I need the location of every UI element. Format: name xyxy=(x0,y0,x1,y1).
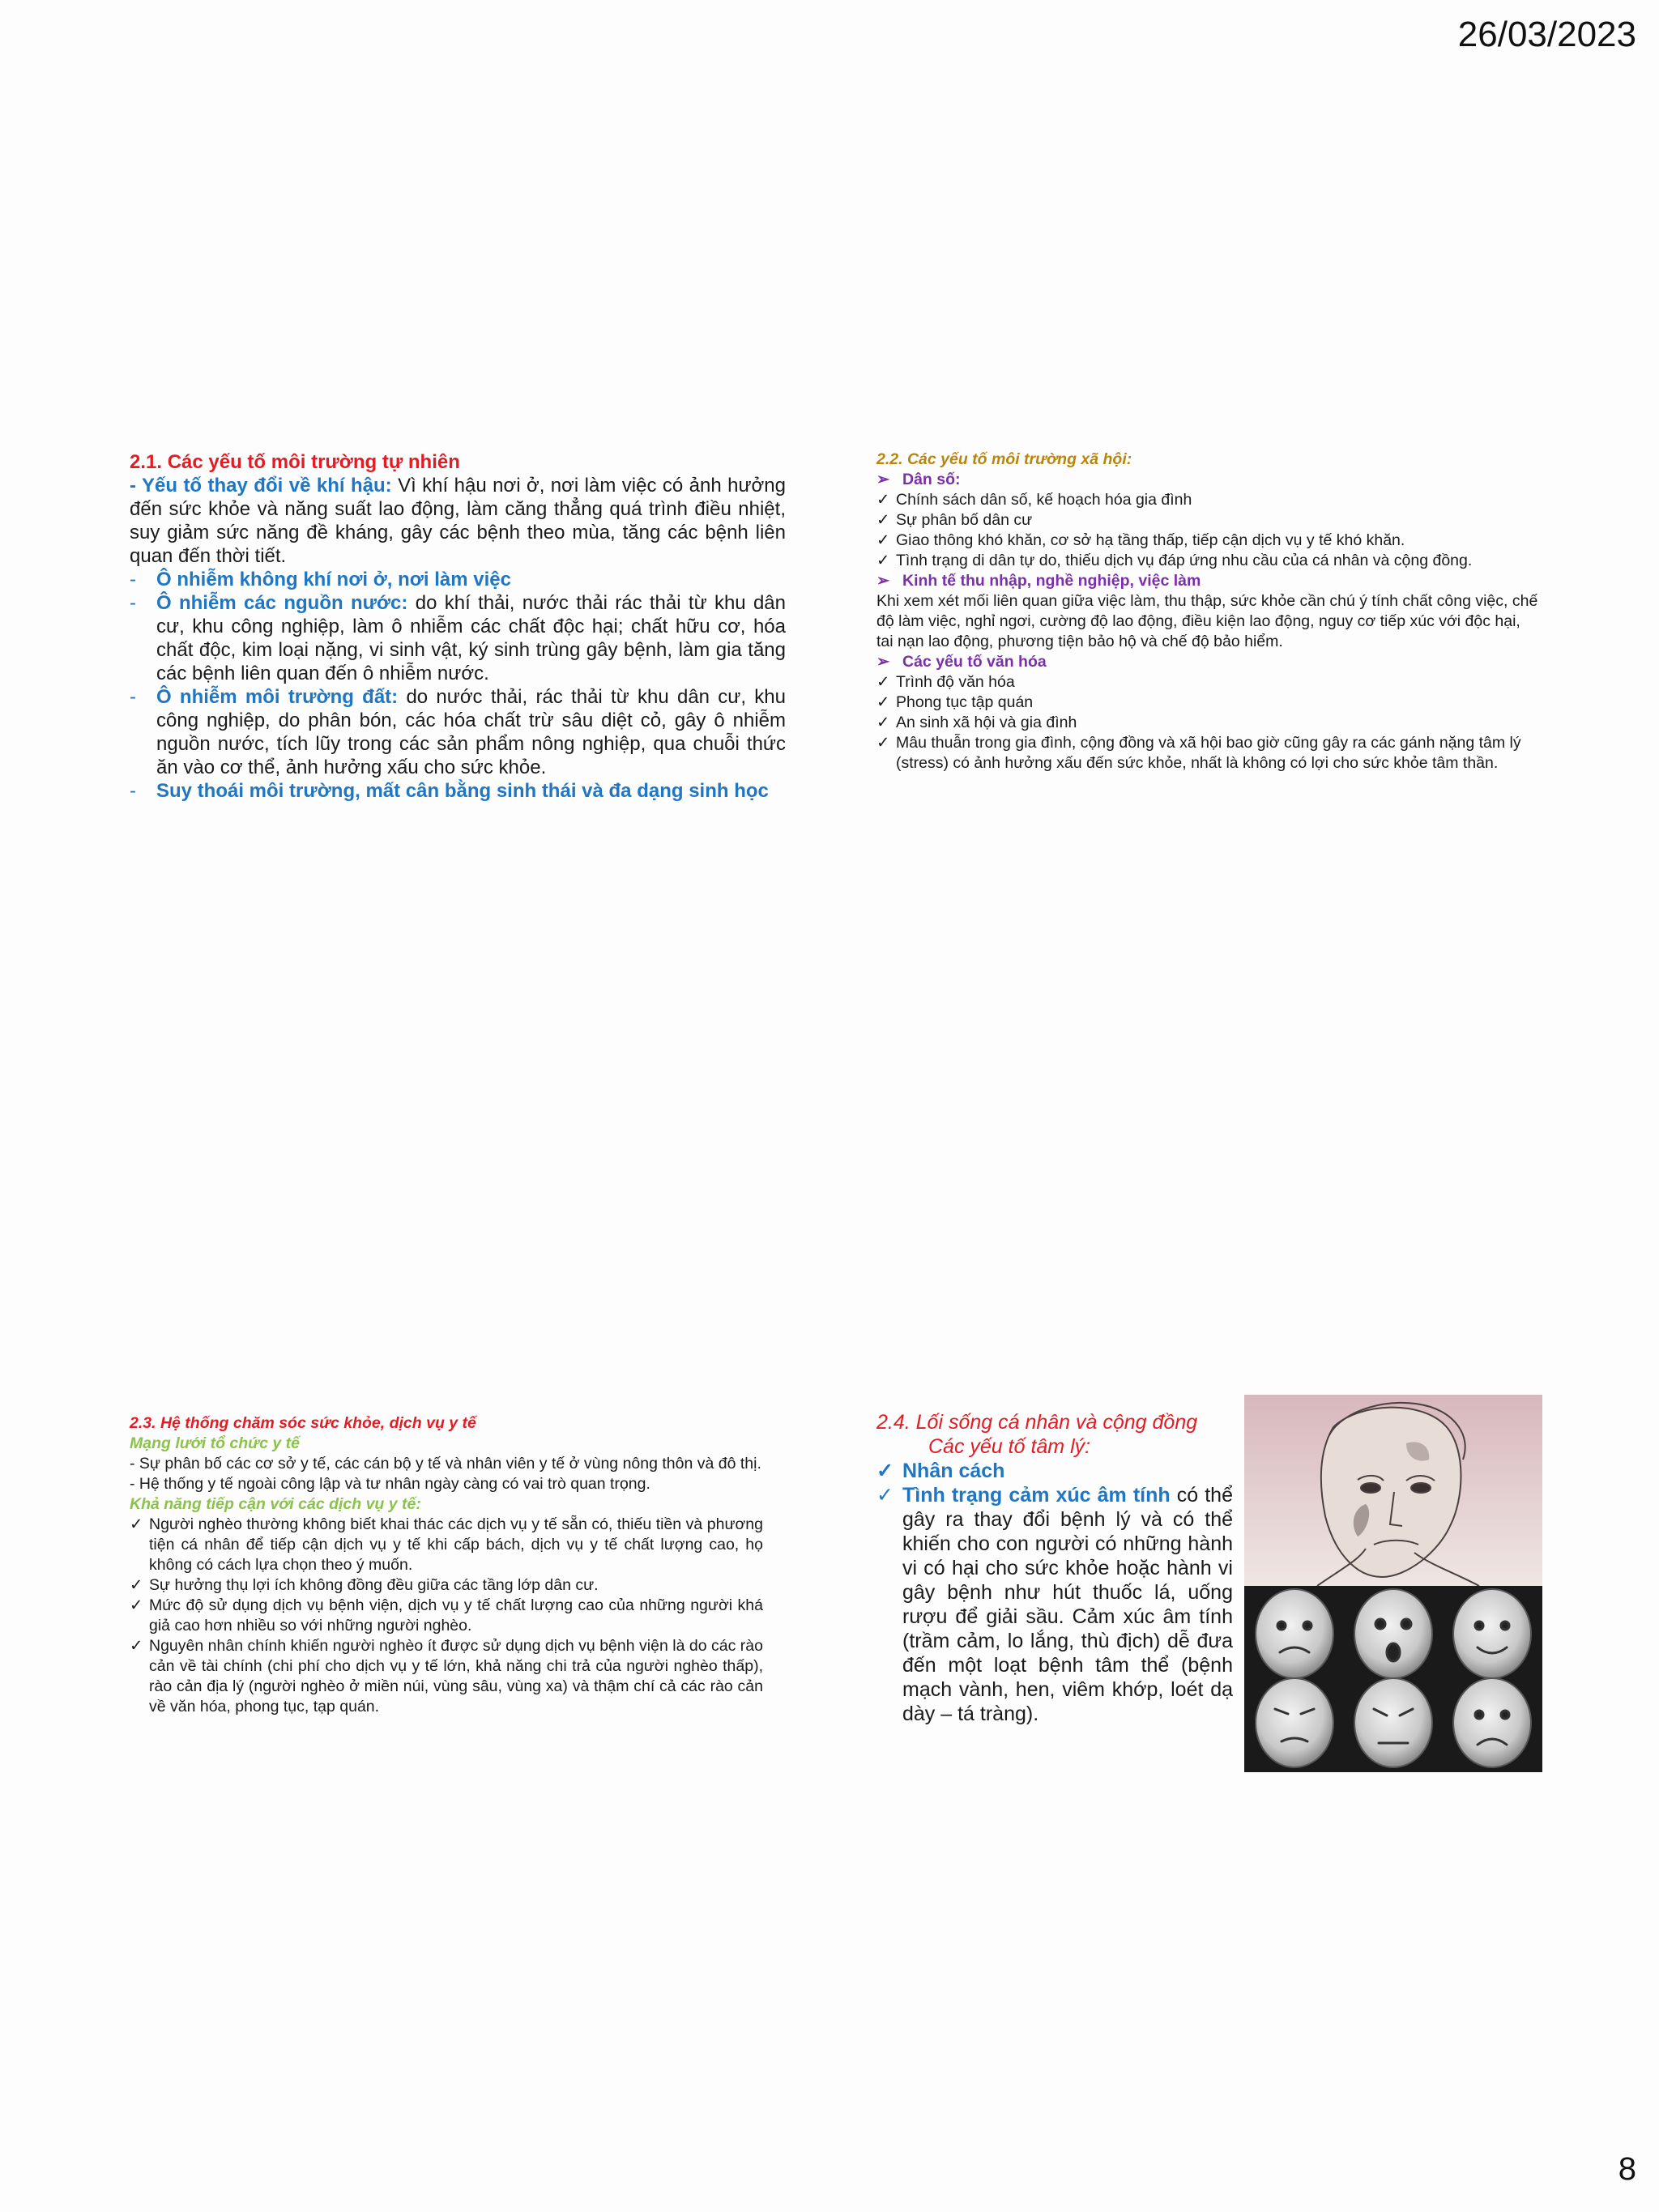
list-item xyxy=(876,1483,1233,1726)
emotion-faces-illustration xyxy=(1244,1395,1542,1772)
arrow-bullet-icon: ➢ xyxy=(876,572,890,590)
list-item xyxy=(876,713,1541,733)
check-icon: ✓ xyxy=(876,673,890,691)
item-label: Tình trạng cảm xúc âm tính xyxy=(902,1484,1171,1507)
item-text: Chính sách dân số, kế hoạch hóa gia đình xyxy=(896,491,1192,509)
check-icon: ✓ xyxy=(876,531,890,549)
slide-title: 2.3. Hệ thống chăm sóc sức khỏe, dịch vụ y tế xyxy=(130,1414,476,1432)
slide-lifestyle xyxy=(876,1410,1233,1726)
list-item xyxy=(130,685,786,779)
item-text: Sự phân bố dân cư xyxy=(896,511,1033,529)
item-text: Mâu thuẫn trong gia đình, cộng đồng và xã hội bao giờ cũng gây ra các gánh nặng tâm lý (stress) có ảnh hưởng xấu đến sức khỏe, nhất là không có lợi cho sức khỏe tâm thần. xyxy=(896,734,1521,772)
list-item xyxy=(130,1636,763,1717)
section-label: Các yếu tố văn hóa xyxy=(902,653,1047,671)
item-text: Tình trạng di dân tự do, thiếu dịch vụ đáp ứng nhu cầu của cá nhân và cộng đồng. xyxy=(896,552,1473,569)
check-icon: ✓ xyxy=(130,1515,143,1533)
masks-grid xyxy=(1256,1589,1531,1767)
item-text: Người nghèo thường không biết khai thác các dịch vụ y tế sẵn có, thiếu tiền và phương tiện cá nhân để tiếp cận dịch vụ y tế khi cấp bách, dịch vụ y tế chất lượng cao, họ không có cách lựa chọn theo ý muốn. xyxy=(149,1515,763,1574)
list-item xyxy=(876,693,1541,713)
list-item xyxy=(130,1515,763,1575)
item-text: Trình độ văn hóa xyxy=(896,673,1015,691)
check-icon: ✓ xyxy=(876,491,890,509)
list-item xyxy=(876,490,1541,510)
item-label: Suy thoái môi trường, mất cân bằng sinh thái và đa dạng sinh học xyxy=(156,780,769,802)
subheading: Khả năng tiếp cận với các dịch vụ y tế: xyxy=(130,1495,421,1513)
item-label: Ô nhiễm không khí nơi ở, nơi làm việc xyxy=(156,569,511,590)
list-item xyxy=(130,1575,763,1596)
slide-title: 2.2. Các yếu tố môi trường xã hội: xyxy=(876,450,1132,468)
climate-paragraph xyxy=(130,474,786,568)
dash-marker: - xyxy=(130,592,136,614)
check-icon: ✓ xyxy=(876,1460,893,1482)
subheading: Mạng lưới tổ chức y tế xyxy=(130,1434,300,1452)
slide-social-environment xyxy=(876,450,1541,774)
list-item xyxy=(130,568,786,591)
list-item xyxy=(876,510,1541,531)
item-text: do khí thải, nước thải rác thải từ khu dân cư, khu công nghiệp, làm ô nhiễm các chất độc hại; chất hữu cơ, hóa chất độc, kim loại nặng, vi sinh vật, ký sinh trùng gây bệnh, làm gia tăng các bệnh liên quan đến ô nhiễm nước. xyxy=(156,592,786,684)
item-text: An sinh xã hội và gia đình xyxy=(896,714,1077,731)
check-icon: ✓ xyxy=(876,693,890,711)
arrow-bullet-icon: ➢ xyxy=(876,653,890,671)
dash-marker: - xyxy=(130,569,136,590)
item-text: Phong tục tập quán xyxy=(896,693,1034,711)
slide-title: 2.4. Lối sống cá nhân và cộng đồng xyxy=(876,1411,1198,1434)
check-icon: ✓ xyxy=(130,1576,143,1594)
section-heading xyxy=(876,470,1541,490)
climate-label: - Yếu tố thay đổi về khí hậu: xyxy=(130,475,392,497)
list-item xyxy=(876,531,1541,551)
list-item xyxy=(876,733,1541,774)
climate-text: Vì khí hậu nơi ở, nơi làm việc có ảnh hưởng đến sức khỏe và năng suất lao động, làm căng thẳng quá trình điều nhiệt, suy giảm sức năng đề kháng, gây các bệnh theo mùa, tăng các bệnh liên quan đến thời tiết. xyxy=(130,475,786,567)
item-text: có thể gây ra thay đổi bệnh lý và có thể khiến cho con người có những hành vi có hại cho sức khỏe hoặc hành vi gây bệnh như hút thuốc lá, uống rượu để giải sầu. Cảm xúc âm tính (trầm cảm, lo lắng, thù địch) dễ đưa đến một loạt bệnh tâm thể (bệnh mạch vành, hen, viêm khớp, loét dạ dày – tá tràng). xyxy=(902,1484,1233,1725)
check-icon: ✓ xyxy=(876,714,890,731)
check-icon: ✓ xyxy=(876,552,890,569)
item-label: Ô nhiễm các nguồn nước: xyxy=(156,592,408,614)
item-text: Sự hưởng thụ lợi ích không đồng đều giữa các tầng lớp dân cư. xyxy=(149,1576,599,1594)
item-label: Ô nhiễm môi trường đất: xyxy=(156,686,399,708)
section-label: Dân số: xyxy=(902,471,961,488)
check-icon: ✓ xyxy=(876,1484,893,1507)
dash-marker: - xyxy=(130,686,136,708)
paragraph: - Sự phân bố các cơ sở y tế, các cán bộ y tế và nhân viên y tế ở vùng nông thôn và đô thị. xyxy=(130,1455,761,1473)
slide-subtitle: Các yếu tố tâm lý: xyxy=(928,1435,1091,1458)
pollution-list xyxy=(130,568,786,803)
list-item xyxy=(876,672,1541,693)
item-text: Nhân cách xyxy=(902,1460,1005,1482)
check-icon: ✓ xyxy=(130,1596,143,1614)
emotion-faces-image xyxy=(1244,1395,1542,1772)
section-label: Kinh tế thu nhập, nghề nghiệp, việc làm xyxy=(902,572,1201,590)
page-number: 8 xyxy=(1618,2151,1636,2187)
date-header: 26/03/2023 xyxy=(1457,15,1636,54)
check-icon: ✓ xyxy=(876,511,890,529)
section-heading xyxy=(876,571,1541,591)
slide-health-system xyxy=(130,1413,763,1717)
item-text: Nguyên nhân chính khiến người nghèo ít được sử dụng dịch vụ bệnh viện là do các rào cản về tài chính (chi phí cho dịch vụ y tế lớn, khả năng chi trả của người nghèo thấp), rào cản địa lý (người nghèo ở miền núi, vùng sâu, vùng xa) và thậm chí cả các rào cản về văn hóa, phong tục, tạp quán. xyxy=(149,1637,763,1715)
check-icon: ✓ xyxy=(130,1637,143,1655)
arrow-bullet-icon: ➢ xyxy=(876,471,890,488)
paragraph: - Hệ thống y tế ngoài công lập và tư nhân ngày càng có vai trò quan trọng. xyxy=(130,1475,650,1493)
check-icon: ✓ xyxy=(876,734,890,752)
dash-marker: - xyxy=(130,780,136,802)
section-heading xyxy=(876,652,1541,672)
item-text: Giao thông khó khăn, cơ sở hạ tầng thấp, tiếp cận dịch vụ y tế khó khăn. xyxy=(896,531,1405,549)
item-text: do nước thải, rác thải từ khu dân cư, khu công nghiệp, do phân bón, các hóa chất trừ sâu diệt cỏ, gây ô nhiễm nguồn nước, tích lũy trong các sản phẩm nông nghiệp, qua chuỗi thức ăn vào cơ thể, ảnh hưởng xấu cho sức khỏe. xyxy=(156,686,786,778)
list-item xyxy=(130,779,786,803)
list-item xyxy=(130,1596,763,1636)
item-text: Mức độ sử dụng dịch vụ bệnh viện, dịch vụ y tế chất lượng cao của những người khá giả cao hơn nhiều so với những người nghèo. xyxy=(149,1596,763,1634)
list-item xyxy=(876,1459,1233,1483)
section-paragraph: Khi xem xét mối liên quan giữa việc làm, thu thập, sức khỏe cần chú ý tính chất công việc, chế độ làm việc, nghỉ ngơi, cường độ lao động, điều kiện lao động, nguy cơ tiếp xúc với độc hại, tai nạn lao động, phương tiện bảo hộ và chế độ bảo hiểm. xyxy=(876,592,1538,650)
list-item xyxy=(876,551,1541,571)
list-item xyxy=(130,591,786,685)
slide-natural-environment xyxy=(130,450,786,803)
slide-title: 2.1. Các yếu tố môi trường tự nhiên xyxy=(130,451,460,473)
